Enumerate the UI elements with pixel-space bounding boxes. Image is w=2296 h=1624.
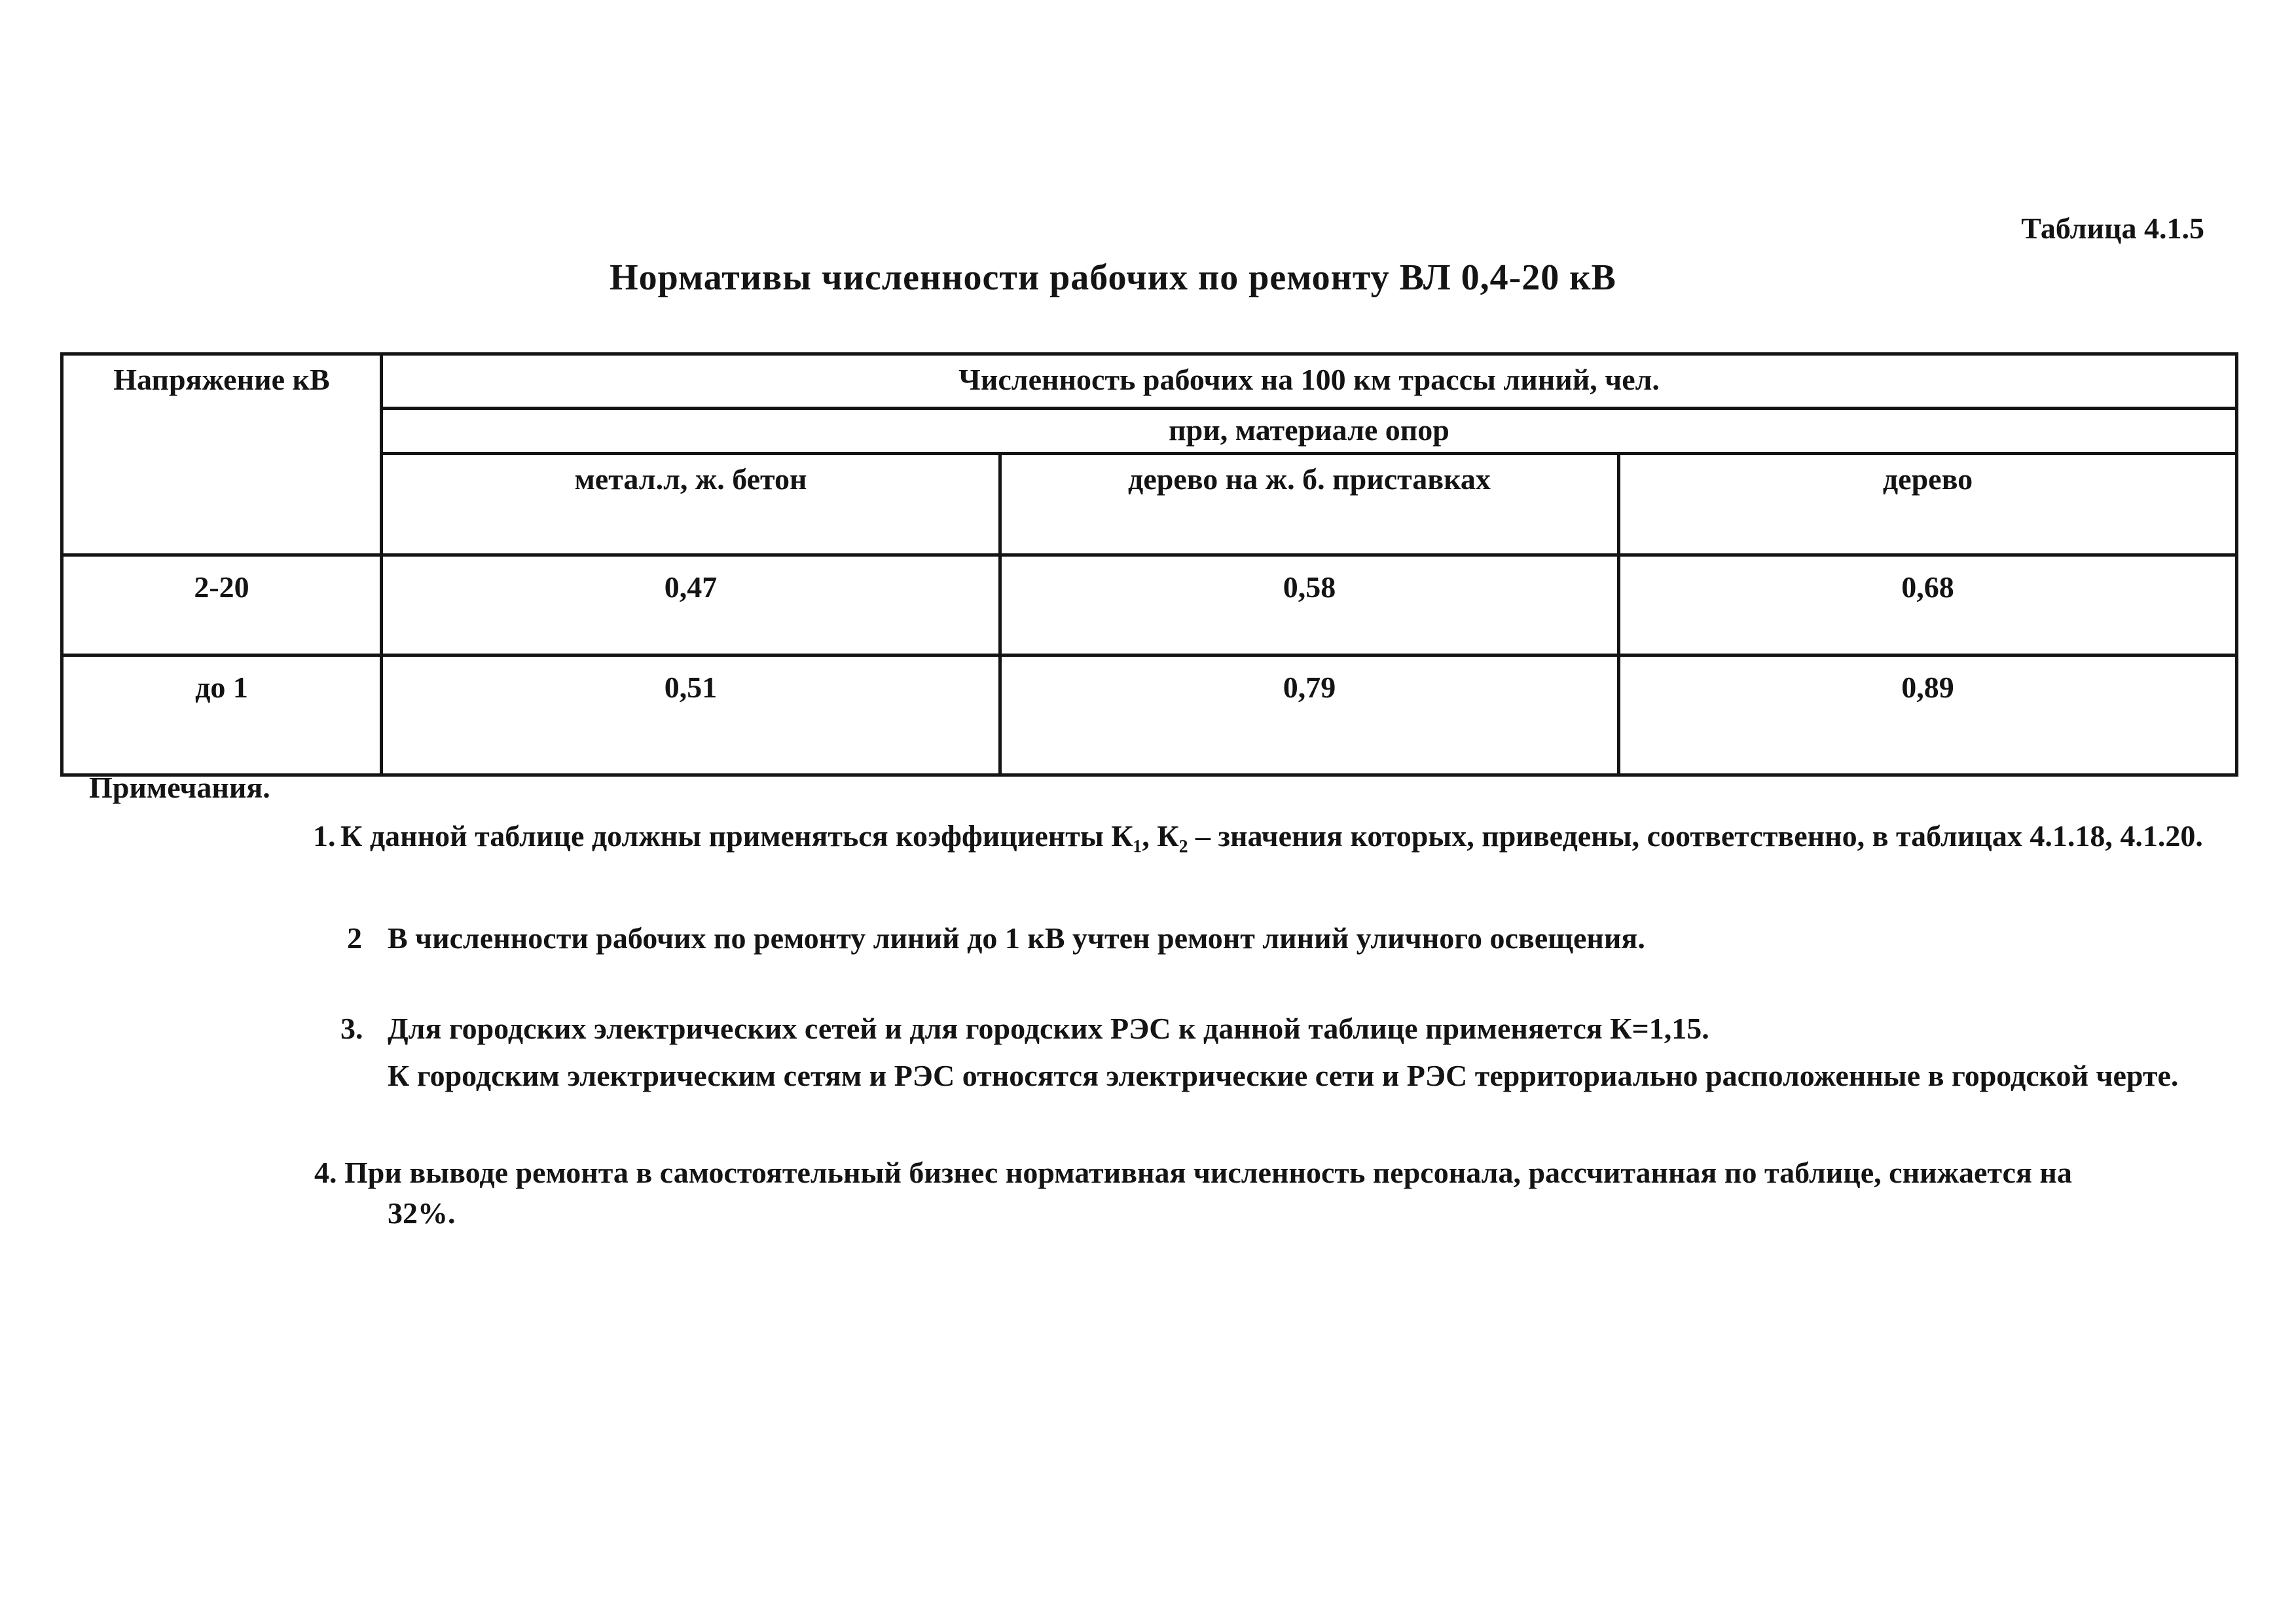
voltage-header: Напряжение кВ [62,354,382,555]
note-item [347,918,2221,959]
table-number: Таблица 4.1.5 [2021,212,2204,245]
table-columns-row [62,454,2237,555]
note-text: Для городских электрических сетей и для городских РЭС к данной таблице применяется К=1,15. [388,1012,1709,1045]
note-item [313,816,2226,857]
note-number: 3. [340,1012,363,1045]
table-cell: 0,51 [382,655,1000,775]
row-voltage: 2-20 [62,555,382,655]
note-text: К данной таблице должны применяться коэффициенты К₁, К₂ – значения которых, приведены, соответственно, в таблицах 4.1.18, 4.1.20. [340,819,2203,853]
table-subheader-row [62,409,2237,454]
workers-count-header: Численность рабочих на 100 км трассы линий, чел. [382,354,2237,409]
document-title: Нормативы численности рабочих по ремонту ВЛ 0,4-20 кВ [610,257,1616,298]
note-number: 1. [313,819,336,853]
note-text: При выводе ремонта в самостоятельный бизнес нормативная численность персонала, рассчитанная по таблице, снижается на [344,1156,2072,1189]
column-header-wood-on-concrete: дерево на ж. б. приставках [1000,454,1619,555]
column-header-wood: дерево [1619,454,2237,555]
note-number: 4. [314,1156,337,1189]
table-cell: 0,89 [1619,655,2237,775]
notes-heading: Примечания. [89,771,270,804]
table-cell: 0,79 [1000,655,1619,775]
table-cell: 0,47 [382,555,1000,655]
table-header-row [62,354,2237,409]
table-cell: 0,68 [1619,555,2237,655]
note-item [314,1153,2232,1234]
note-text-continuation: К городским электрическим сетям и РЭС относятся электрические сети и РЭС территориально расположенные в городской черте. [388,1059,2179,1092]
table-row [62,655,2237,775]
note-item [340,1008,2234,1096]
norms-table [60,352,2238,777]
row-voltage: до 1 [62,655,382,775]
note-text-continuation: 32%. [388,1196,456,1230]
column-header-metal-concrete: метал.л, ж. бетон [382,454,1000,555]
table-row [62,555,2237,655]
note-text: В численности рабочих по ремонту линий до 1 кВ учтен ремонт линий уличного освещения. [388,921,1645,955]
support-material-header: при, материале опор [382,409,2237,454]
table-cell: 0,58 [1000,555,1619,655]
note-number: 2 [347,921,362,955]
